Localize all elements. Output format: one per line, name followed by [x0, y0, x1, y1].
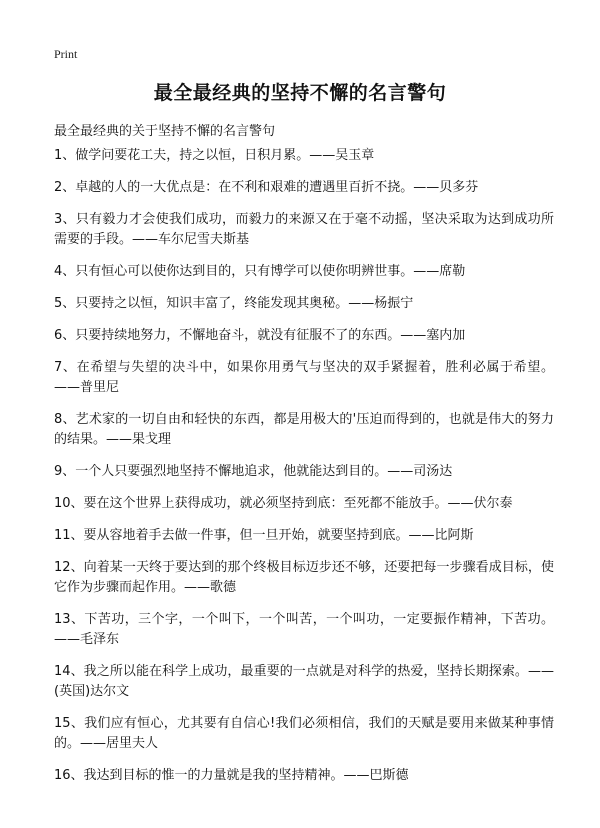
quote-item: 2、卓越的人的一大优点是：在不利和艰难的遭遇里百折不挠。——贝多芬	[54, 180, 479, 195]
quote-item: 5、只要持之以恒，知识丰富了，终能发现其奥秘。——杨振宁	[54, 296, 414, 311]
quote-item: 4、只有恒心可以使你达到目的，只有博学可以使你明辨世事。——席勒	[54, 264, 466, 279]
quote-item: 14、我之所以能在科学上成功，最重要的一点就是对科学的热爱，坚持长期探索。——(英国)达尔文	[54, 664, 554, 699]
quote-item: 10、要在这个世界上获得成功，就必须坚持到底：至死都不能放手。——伏尔泰	[54, 496, 513, 511]
quote-item: 3、只有毅力才会使我们成功，而毅力的来源又在于毫不动摇，坚决采取为达到成功所需要的手段。——车尔尼雪夫斯基	[54, 212, 554, 247]
page-title: 最全最经典的坚持不懈的名言警句	[153, 82, 447, 104]
quote-item: 15、我们应有恒心，尤其要有自信心!我们必须相信，我们的天赋是要用来做某种事情的。——居里夫人	[54, 716, 554, 751]
quote-item: 12、向着某一天终于要达到的那个终极目标迈步还不够，还要把每一步骤看成目标，使它作为步骤而起作用。——歌德	[54, 560, 554, 595]
quote-item: 13、下苦功，三个字，一个叫下，一个叫苦，一个叫功，一定要振作精神，下苦功。——毛泽东	[54, 612, 554, 647]
quote-item: 16、我达到目标的惟一的力量就是我的坚持精神。——巴斯德	[54, 768, 409, 783]
quote-item: 9、一个人只要强烈地坚持不懈地追求，他就能达到目的。——司汤达	[54, 464, 453, 479]
quote-item: 8、艺术家的一切自由和轻快的东西，都是用极大的'压迫而得到的，也就是伟大的努力的结果。——果戈理	[54, 412, 554, 447]
print-label: Print	[54, 47, 78, 61]
quote-item: 1、做学问要花工夫，持之以恒，日积月累。——吴玉章	[54, 148, 375, 163]
quote-list	[54, 146, 554, 798]
quote-item: 11、要从容地着手去做一件事，但一旦开始，就要坚持到底。——比阿斯	[54, 528, 474, 543]
quote-item: 6、只要持续地努力，不懈地奋斗，就没有征服不了的东西。——塞内加	[54, 328, 466, 343]
subtitle: 最全最经典的关于坚持不懈的名言警句	[54, 124, 276, 139]
quote-item: 7、在希望与失望的决斗中，如果你用勇气与坚决的双手紧握着，胜利必属于希望。——普里尼	[54, 360, 554, 395]
